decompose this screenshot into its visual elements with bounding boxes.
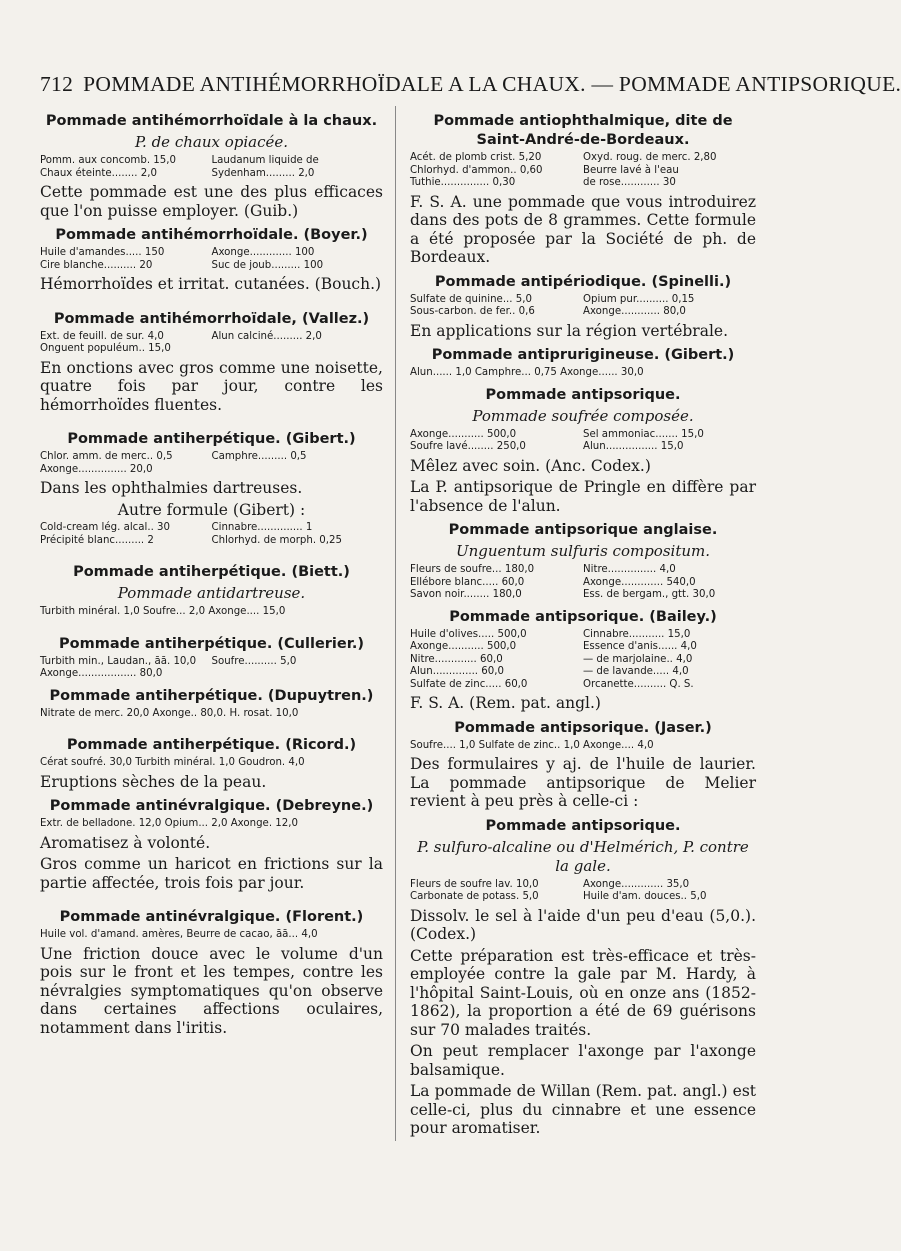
section-heading: Pommade antiherpétique. (Gibert.)	[67, 431, 356, 447]
ingredient-cell: Cérat soufré. 30,0 Turbith minéral. 1,0 Goudron. 4,0	[40, 757, 305, 768]
section-heading: Pommade antihémorrhoïdale. (Boyer.)	[55, 227, 368, 243]
recipe-line	[40, 606, 383, 619]
ingredient-cell: Alun................ 15,0	[583, 441, 684, 452]
recipe-table	[410, 429, 756, 454]
body-paragraph: Dans les ophthalmies dartreuses.	[40, 479, 303, 497]
ingredient-cell	[212, 464, 384, 477]
body-paragraph: En onctions avec gros comme une noisette, quatre fois par jour, contre les hémorrhoïdes fluentes.	[40, 358, 383, 414]
section-heading: Pommade antihémorrhoïdale, (Vallez.)	[53, 310, 370, 327]
ingredient-cell: Sel ammoniac....... 15,0	[583, 428, 704, 440]
section-heading: Pommade antipériodique. (Spinelli.)	[434, 273, 732, 290]
body-paragraph: Dissolv. le sel à l'aide d'un peu d'eau (5,0.). (Codex.)	[410, 906, 756, 943]
left-column	[40, 106, 396, 1141]
ingredient-cell: Huile d'amandes..... 150	[40, 247, 165, 258]
ingredient-cell: Sulfate de zinc..... 60,0	[410, 678, 528, 690]
ingredient-cell: Sous-carbon. de fer.. 0,6	[410, 306, 535, 317]
ingredient-cell: Nitre............. 60,0	[410, 653, 503, 665]
two-column-body	[40, 106, 756, 1141]
ingredient-cell: Opium pur.......... 0,15	[583, 293, 695, 305]
ingredient-cell: Ess. de bergam., gtt. 30,0	[583, 589, 716, 600]
ingredient-cell: — de marjolaine.. 4,0	[583, 653, 693, 665]
body-paragraph: Aromatisez à volonté.	[40, 833, 211, 852]
recipe-table	[40, 522, 383, 547]
section-subtitle: P. sulfuro-alcaline ou d'Helmérich, P. contre la gale.	[417, 837, 749, 875]
section-heading: Pommade antipsorique.	[485, 386, 681, 403]
body-paragraph: Eruptions sèches de la peau.	[40, 772, 267, 791]
ingredient-cell: Orcanette.......... Q. S.	[583, 678, 694, 690]
body-paragraph: F. S. A. (Rem. pat. angl.)	[410, 694, 601, 712]
ingredient-cell: Alun calciné......... 2,0	[211, 330, 322, 342]
ingredient-cell: Fleurs de soufre lav. 10,0	[410, 878, 539, 890]
ingredient-cell: Camphre......... 0,5	[211, 451, 307, 462]
recipe-line	[40, 708, 383, 721]
ingredient-cell: Sydenham......... 2,0	[211, 167, 315, 179]
ingredient-cell: Acét. de plomb crist. 5,20	[410, 152, 542, 163]
recipe-table	[40, 331, 383, 356]
recipe-line	[40, 929, 383, 942]
section-heading: Pommade antiprurigineuse. (Gibert.)	[431, 347, 735, 363]
section-heading: Pommade antiherpétique. (Ricord.)	[66, 737, 357, 753]
ingredient-cell: Cinnabre........... 15,0	[583, 628, 691, 640]
recipe-table	[40, 247, 383, 272]
recipe-table	[40, 451, 383, 476]
section-heading: Pommade antiherpétique. (Cullerier.)	[59, 635, 364, 652]
ingredient-cell: Savon noir........ 180,0	[410, 589, 522, 600]
recipe-table	[410, 294, 756, 319]
ingredient-cell: — de lavande..... 4,0	[583, 666, 689, 677]
ingredient-cell: Huile d'olives..... 500,0	[410, 628, 527, 640]
recipe-table	[40, 656, 383, 681]
right-column	[396, 106, 756, 1141]
section-heading: Pommade antinévralgique. (Debreyne.)	[49, 798, 374, 814]
body-paragraph: On peut remplacer l'axonge par l'axonge balsamique.	[410, 1042, 756, 1079]
recipe-table	[410, 152, 756, 190]
ingredient-cell: Turbith minéral. 1,0 Soufre... 2,0 Axonge.... 15,0	[40, 606, 286, 617]
ingredient-cell: Axonge............... 20,0	[40, 463, 153, 475]
ingredient-cell: Nitre............... 4,0	[583, 564, 676, 575]
ingredient-cell: de rose............ 30	[583, 177, 676, 188]
body-paragraph: Des formulaires y aj. de l'huile de laurier. La pommade antipsorique de Melier revient à peu près à celle-ci :	[410, 755, 756, 810]
ingredient-cell: Carbonate de potass. 5,0	[410, 891, 539, 902]
section-subtitle: P. de chaux opiacée.	[134, 133, 289, 151]
ingredient-cell: Ext. de feuill. de sur. 4,0	[40, 330, 164, 342]
ingredient-cell: Chlorhyd. d'ammon.. 0,60	[410, 164, 543, 176]
section-heading: Pommade antipsorique anglaise.	[448, 522, 718, 538]
ingredient-cell: Extr. de belladone. 12,0 Opium... 2,0 Axonge. 12,0	[40, 818, 298, 829]
ingredient-cell: Essence d'anis...... 4,0	[583, 641, 697, 652]
ingredient-cell: Chaux éteinte........ 2,0	[40, 167, 157, 179]
body-paragraph: F. S. A. une pommade que vous introduirez dans des pots de 8 grammes. Cette formule a été proposée par la Société de ph. de Bordeaux.	[410, 192, 756, 266]
body-paragraph: Cette pommade est une des plus efficaces que l'on puisse employer. (Guib.)	[40, 183, 383, 220]
running-head	[40, 72, 901, 102]
ingredient-cell: Nitrate de merc. 20,0 Axonge.. 80,0. H. rosat. 10,0	[40, 707, 299, 719]
ingredient-cell: Précipité blanc......... 2	[40, 534, 154, 546]
ingredient-cell: Alun.............. 60,0	[410, 666, 504, 677]
section-heading: Pommade antiherpétique. (Biett.)	[73, 564, 350, 580]
body-paragraph: Une friction douce avec le volume d'un pois sur le front et les tempes, contre les névralgies symptomatiques qu'on observe dans certaines affections oculaires, notamment dans l'iritis.	[40, 944, 383, 1037]
recipe-table	[40, 155, 383, 180]
ingredient-cell: Axonge.................. 80,0	[40, 668, 163, 679]
ingredient-cell: Cold-cream lég. alcal.. 30	[40, 522, 171, 533]
body-paragraph: En applications sur la région vertébrale.	[410, 321, 728, 340]
section-subtitle: Pommade antidartreuse.	[117, 584, 306, 602]
ingredient-cell: Axonge........... 500,0	[410, 428, 517, 440]
body-paragraph: La pommade de Willan (Rem. pat. angl.) est celle-ci, plus du cinnabre et une essence pour aromatiser.	[410, 1082, 756, 1137]
recipe-table	[410, 564, 756, 602]
ingredient-cell: Chlor. amm. de merc.. 0,5	[40, 451, 173, 462]
ingredient-cell: Pomm. aux concomb. 15,0	[40, 155, 176, 166]
section-heading: Pommade antihémorrhoïdale à la chaux.	[45, 113, 378, 129]
recipe-table	[410, 629, 756, 692]
ingredient-cell	[212, 343, 384, 356]
ingredient-cell: Huile vol. d'amand. amères, Beurre de cacao, āā... 4,0	[40, 929, 318, 940]
body-paragraph: Gros comme un haricot en frictions sur la partie affectée, trois fois par jour.	[40, 855, 383, 892]
body-paragraph: Hémorrhoïdes et irritat. cutanées. (Bouch.)	[40, 275, 382, 293]
ingredient-cell: Soufre lavé........ 250,0	[410, 441, 526, 452]
page-number: 712	[40, 72, 74, 96]
ingredient-cell: Axonge............. 540,0	[583, 576, 696, 588]
section-heading: Pommade antipsorique.	[485, 817, 681, 834]
running-title: POMMADE ANTIHÉMORRHOÏDALE A LA CHAUX. — POMMADE ANTIPSORIQUE.	[83, 72, 901, 96]
ingredient-cell: Cire blanche.......... 20	[40, 259, 153, 271]
recipe-table	[410, 879, 756, 904]
section-heading: Pommade antipsorique. (Bailey.)	[449, 608, 717, 625]
ingredient-cell: Alun...... 1,0 Camphre... 0,75 Axonge...... 30,0	[410, 367, 644, 378]
recipe-line	[410, 367, 756, 380]
ingredient-cell	[212, 668, 384, 681]
ingredient-cell: Soufre.......... 5,0	[211, 655, 297, 667]
ingredient-cell: Beurre lavé à l'eau	[583, 164, 679, 176]
ingredient-cell: Soufre.... 1,0 Sulfate de zinc.. 1,0 Axonge.... 4,0	[410, 739, 654, 751]
section-subtitle: Unguentum sulfuris compositum.	[455, 542, 711, 560]
ingredient-cell: Axonge............. 35,0	[583, 878, 690, 890]
body-paragraph: Cette préparation est très-efficace et très-employée contre la gale par M. Hardy, à l'hôpital Saint-Louis, où en onze ans (1852-1862), la proportion a été de 69 guérisons sur 70 malades traités.	[410, 946, 756, 1039]
ingredient-cell: Laudanum liquide de	[211, 155, 319, 166]
body-paragraph: La P. antipsorique de Pringle en diffère par l'absence de l'alun.	[410, 478, 756, 515]
ingredient-cell: Axonge........... 500,0	[410, 641, 517, 652]
recipe-line	[40, 757, 383, 770]
section-heading: Pommade antipsorique. (Jaser.)	[454, 719, 712, 736]
section-heading: Pommade antiophthalmique, dite de Saint-André-de-Bordeaux.	[433, 113, 733, 148]
ingredient-cell: Turbith min., Laudan., āā. 10,0	[40, 655, 197, 667]
recipe-line	[410, 740, 756, 753]
section-heading: Pommade antinévralgique. (Florent.)	[59, 909, 364, 925]
section-subtitle: Pommade soufrée composée.	[472, 406, 694, 425]
ingredient-cell: Suc de joub......... 100	[211, 259, 324, 271]
recipe-line	[40, 818, 383, 831]
ingredient-cell: Tuthie............... 0,30	[410, 177, 516, 188]
body-paragraph: Autre formule (Gibert) :	[117, 500, 306, 519]
ingredient-cell: Axonge............. 100	[211, 247, 315, 258]
ingredient-cell: Onguent populéum.. 15,0	[40, 343, 171, 354]
ingredient-cell: Oxyd. roug. de merc. 2,80	[583, 152, 717, 163]
ingredient-cell: Sulfate de quinine... 5,0	[410, 293, 532, 305]
ingredient-cell: Huile d'am. douces.. 5,0	[583, 891, 707, 902]
ingredient-cell: Cinnabre.............. 1	[211, 522, 313, 533]
ingredient-cell: Chlorhyd. de morph. 0,25	[211, 534, 342, 546]
ingredient-cell: Ellébore blanc..... 60,0	[410, 576, 525, 588]
ingredient-cell: Fleurs de soufre... 180,0	[410, 564, 535, 575]
section-heading: Pommade antiherpétique. (Dupuytren.)	[49, 687, 374, 704]
body-paragraph: Mêlez avec soin. (Anc. Codex.)	[410, 456, 651, 475]
ingredient-cell: Axonge............ 80,0	[583, 306, 686, 317]
